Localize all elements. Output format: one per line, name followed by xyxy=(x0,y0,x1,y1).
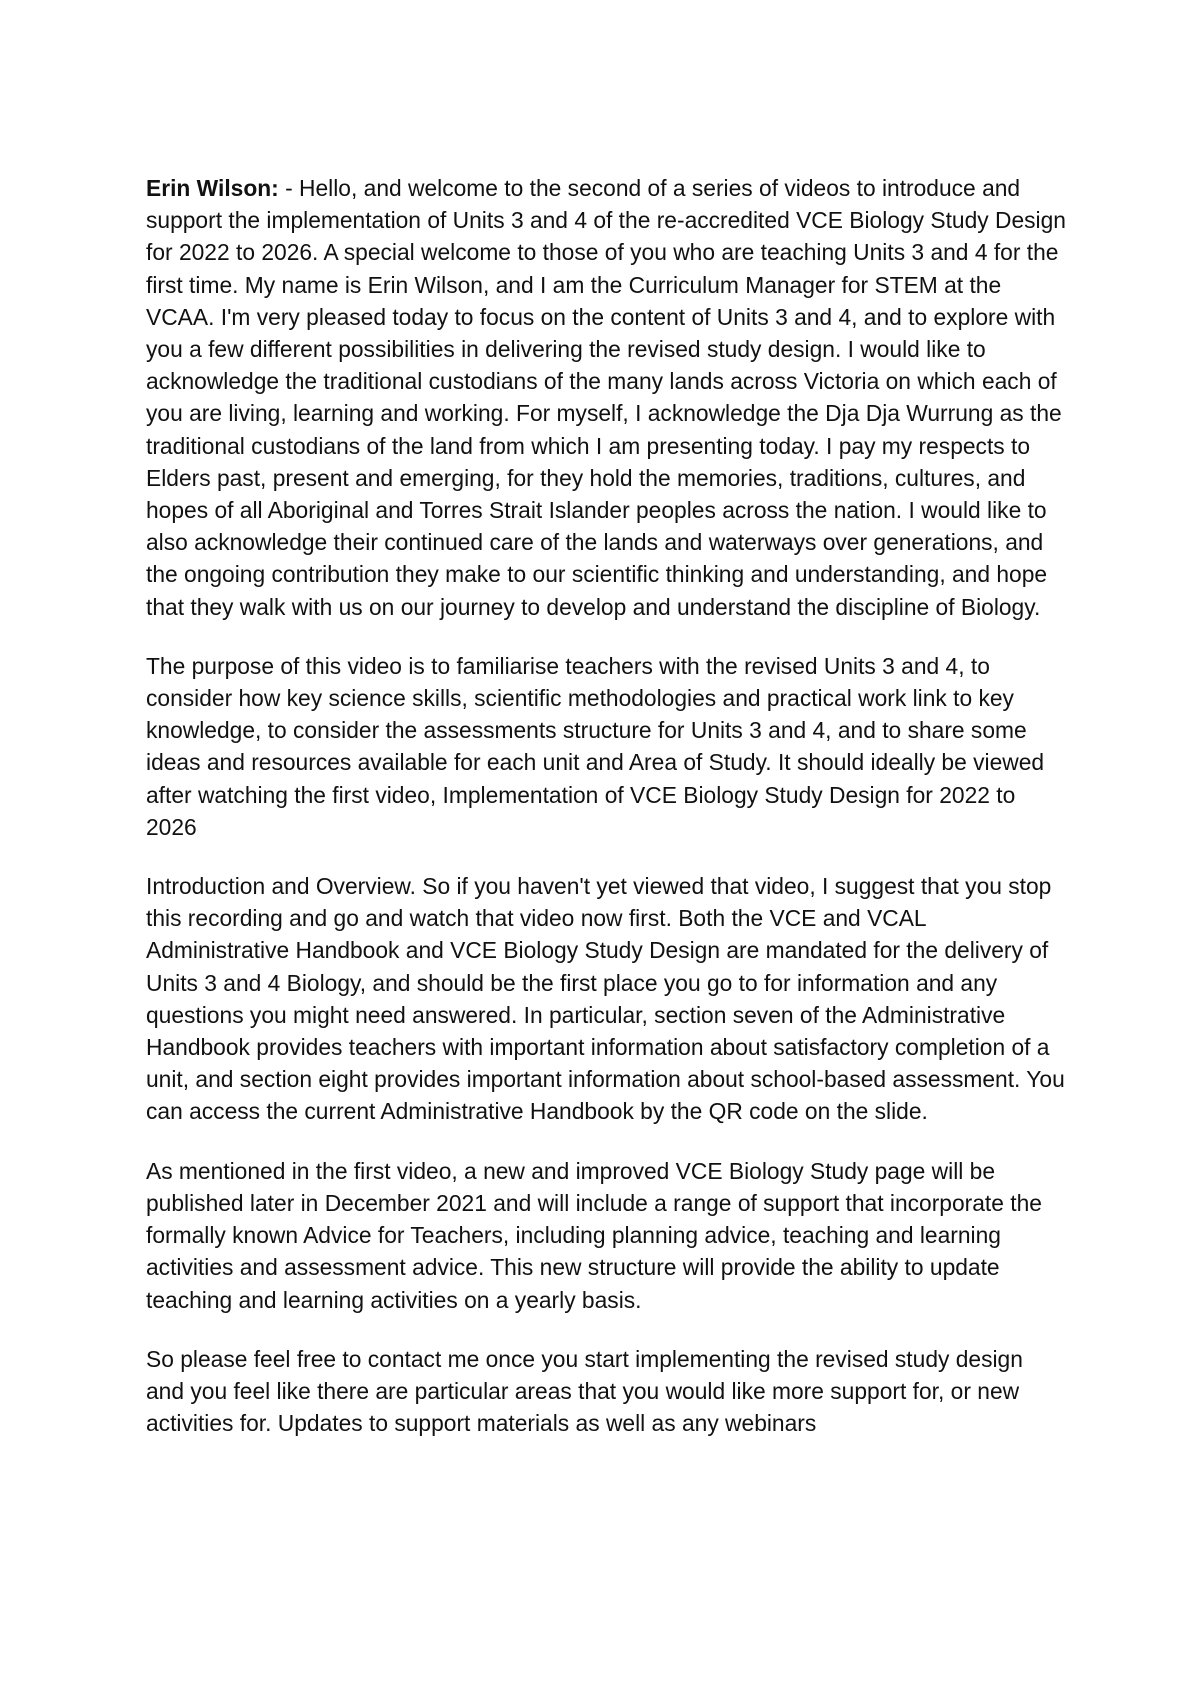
transcript-paragraph-3: Introduction and Overview. So if you haven't yet viewed that video, I suggest that you stop this recording and go and watch that video now first. Both the VCE and VCAL Administrative Handbook and VCE Biology Study Design are mandated for the delivery of Units 3 and 4 Biology, and should be the first place you go to for information and any questions you might need answered. In particular, section seven of the Administrative Handbook provides teachers with important information about satisfactory completion of a unit, and section eight provides important information about school-based assessment. You can access the current Administrative Handbook by the QR code on the slide. xyxy=(146,873,1065,1125)
transcript-paragraph-4: As mentioned in the first video, a new and improved VCE Biology Study page will be published later in December 2021 and will include a range of support that incorporate the formally known Advice for Teachers, including planning advice, teaching and learning activities and assessment advice. This new structure will provide the ability to update teaching and learning activities on a yearly basis. xyxy=(146,1157,1042,1313)
speaker-label: Erin Wilson: xyxy=(146,175,279,201)
transcript-body xyxy=(146,172,1066,1466)
paragraph-text: - Hello, and welcome to the second of a series of videos to introduce and support the implementation of Units 3 and 4 of the re-accredited VCE Biology Study Design for 2022 to 2026. A special welcome to those of you who are teaching Units 3 and 4 for the first time. My name is Erin Wilson, and I am the Curriculum Manager for STEM at the VCAA. I'm very pleased today to focus on the content of Units 3 and 4, and to explore with you a few different possibilities in delivering the revised study design. I would like to acknowledge the traditional custodians of the many lands across Victoria on which each of you are living, learning and working. For myself, I acknowledge the Dja Dja Wurrung as the traditional custodians of the land from which I am presenting today. I pay my respects to Elders past, present and emerging, for they hold the memories, traditions, cultures, and hopes of all Aboriginal and Torres Strait Islander peoples across the nation. I would like to also acknowledge their continued care of the lands and waterways over generations, and the ongoing contribution they make to our scientific thinking and understanding, and hope that they walk with us on our journey to develop and understand the discipline of Biology. xyxy=(146,175,1066,620)
transcript-paragraph-1 xyxy=(146,172,1066,623)
transcript-paragraph-5: So please feel free to contact me once you start implementing the revised study design and you feel like there are particular areas that you would like more support for, or new activities for. Updates to support materials as well as any webinars xyxy=(146,1345,1023,1437)
transcript-paragraph-2: The purpose of this video is to familiarise teachers with the revised Units 3 and 4, to consider how key science skills, scientific methodologies and practical work link to key knowledge, to consider the assessments structure for Units 3 and 4, and to share some ideas and resources available for each unit and Area of Study. It should ideally be viewed after watching the first video, Implementation of VCE Biology Study Design for 2022 to 2026 xyxy=(146,652,1045,840)
